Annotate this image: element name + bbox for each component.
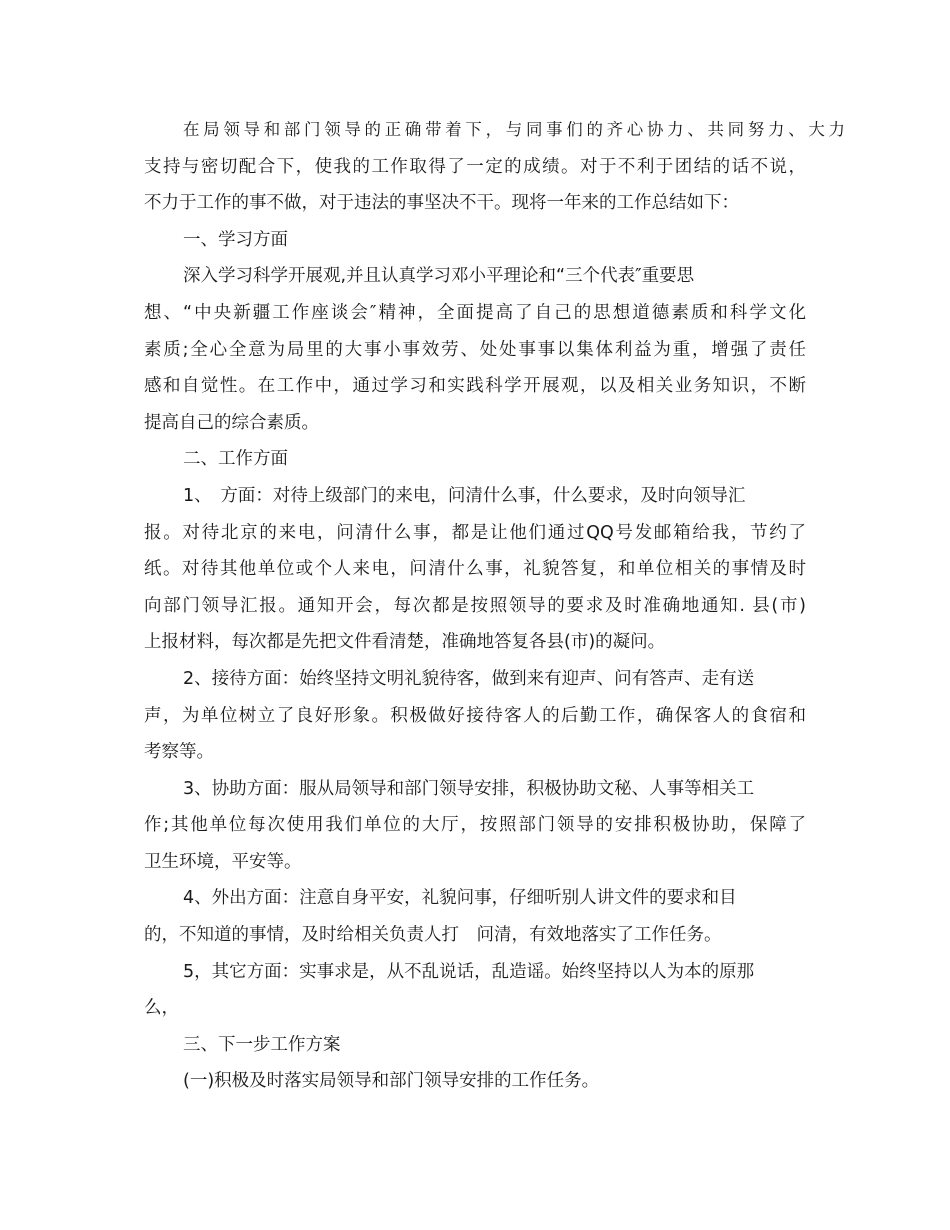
section-heading: 三、下一步工作方案 [183, 1034, 341, 1055]
paragraph-line: 想、“中央新疆工作座谈会″精神，全面提高了自己的思想道德素质和科学文化 [144, 302, 806, 323]
paragraph-line: 上报材料，每次都是先把文件看清楚，准确地答复各县(市)的凝问。 [144, 632, 666, 653]
paragraph-line: 素质;全心全意为局里的大事小事效劳、处处事事以集体利益为重，增强了责任 [144, 339, 806, 360]
paragraph-line: 提高自己的综合素质。 [144, 412, 319, 433]
paragraph-line: 向部门领导汇报。通知开会，每次都是按照领导的要求及时准确地通知. 县(市) [144, 595, 806, 616]
paragraph-line: 支持与密切配合下，使我的工作取得了一定的成绩。对于不利于团结的话不说， [144, 156, 806, 177]
paragraph-line: 4、外出方面：注意自身平安，礼貌问事，仔细听别人讲文件的要求和目 [183, 888, 737, 909]
paragraph-line: 报。对待北京的来电，问清什么事，都是让他们通过QQ号发邮箱给我，节约了 [144, 522, 806, 543]
paragraph-line: 作;其他单位每次使用我们单位的大厅，按照部门领导的安排积极协助，保障了 [144, 815, 806, 836]
paragraph-line: 卫生环境，平安等。 [144, 851, 302, 872]
section-heading: 一、学习方面 [183, 229, 288, 250]
paragraph-line: 5，其它方面：实事求是，从不乱说话，乱造谣。始终坚持以人为本的原那 [183, 961, 755, 982]
paragraph-line: 纸。对待其他单位或个人来电，问清什么事，礼貌答复，和单位相关的事情及时 [144, 559, 806, 580]
paragraph-line: 不力于工作的事不做，对于违法的事坚决不干。现将一年来的工作总结如下： [144, 193, 739, 214]
document-body [144, 112, 845, 1100]
paragraph-line: 深入学习科学开展观,并且认真学习邓小平理论和“三个代表″重要思 [183, 266, 695, 287]
paragraph-line: 考察等。 [144, 742, 214, 763]
paragraph-line: 感和自觉性。在工作中，通过学习和实践科学开展观，以及相关业务知识，不断 [144, 376, 806, 397]
paragraph-line: (一)积极及时落实局领导和部门领导安排的工作任务。 [183, 1071, 600, 1092]
paragraph-line: 在局领导和部门领导的正确带着下，与同事们的齐心协力、共同努力、大力 [183, 120, 845, 139]
paragraph-line: 声，为单位树立了良好形象。积极做好接待客人的后勤工作，确保客人的食宿和 [144, 705, 806, 726]
paragraph-line: 1、 方面：对待上级部门的来电，问清什么事，什么要求，及时向领导汇 [183, 485, 746, 506]
paragraph-line: 么， [144, 998, 179, 1019]
paragraph-line: 3、协助方面：服从局领导和部门领导安排，积极协助文秘、人事等相关工 [183, 778, 755, 799]
section-heading: 二、工作方面 [183, 449, 288, 470]
paragraph-line: 的，不知道的事情，及时给相关负责人打 问清，有效地落实了工作任务。 [144, 925, 722, 946]
paragraph-line: 2、接待方面：始终坚持文明礼貌待客，做到来有迎声、问有答声、走有送 [183, 668, 755, 689]
